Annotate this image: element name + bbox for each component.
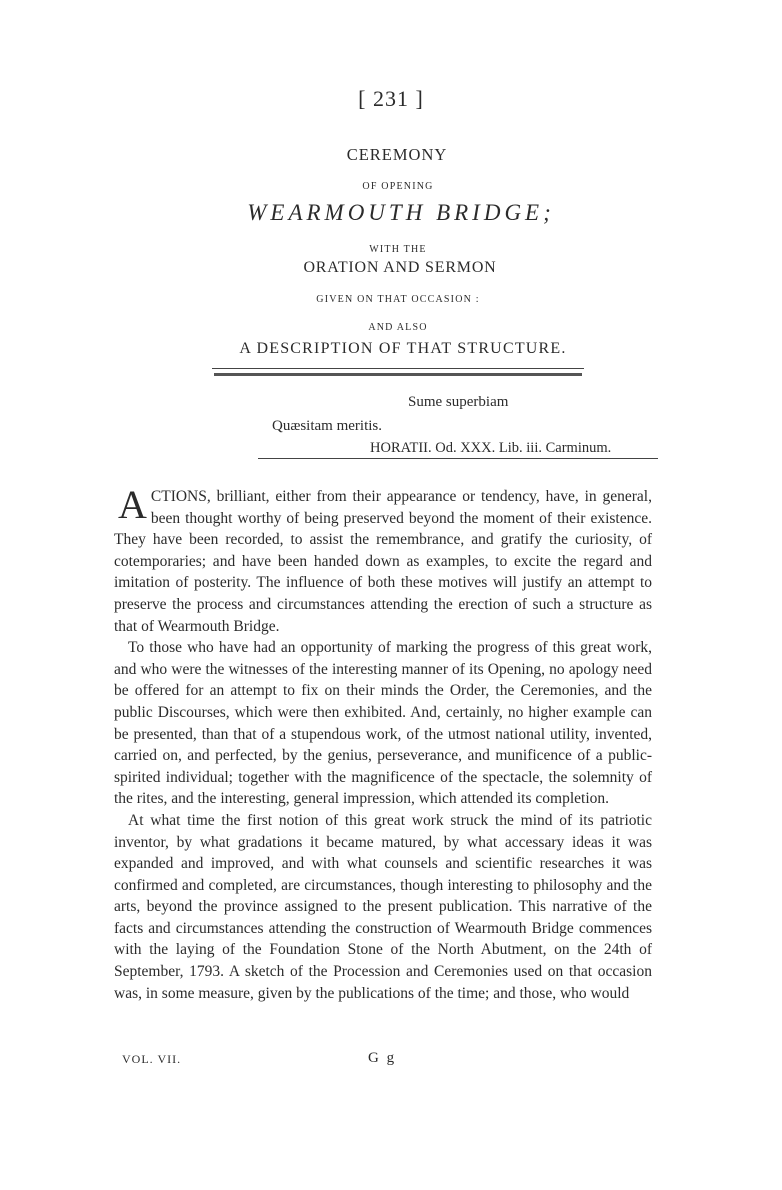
signature-mark: G g [368,1050,397,1066]
page-number: [ 231 ] [358,86,424,111]
paragraph-1-text: CTIONS, brilliant, either from their appearance or tendency, have, in general, been thought worthy of being preserved beyond the moment of their existence. They have been recorded, to assist the remembrance, and gratify the curiosity, of cotemporaries; and have been handed down as examples, to excite the regard and imitation of posterity. The influence of both these motives will justify an attempt to preserve the process and circumstances attending the erection of such a structure as that of Wearmouth Bridge. [114,488,652,635]
heading-bridge-title: WEARMOUTH BRIDGE; [247,200,555,225]
heading-of-opening: OF OPENING [362,181,434,192]
body-text [114,482,652,1004]
epigraph-line-1: Sume superbiam [408,394,509,410]
heading-with-the: WITH THE [369,244,427,255]
epigraph-citation: HORATII. Od. XXX. Lib. iii. Carminum. [370,440,612,456]
heading-description: A DESCRIPTION OF THAT STRUCTURE. [239,340,567,357]
drop-cap: A [118,482,147,527]
title-rule-thin [212,368,584,369]
volume-mark: VOL. VII. [122,1052,182,1066]
paragraph-1 [114,482,652,637]
heading-ceremony: CEREMONY [346,145,448,164]
title-rule-thick [214,373,582,376]
epigraph-line-2: Quæsitam meritis. [272,418,382,434]
paragraph-3: At what time the first notion of this great work struck the mind of its patriotic inventor, by what gradations it became matured, by what accessary ideas it was expanded and improved, and with what counsels and scientific researches it was confirmed and completed, are circumstances, though interesting to philosophy and the arts, beyond the province assigned to the present publication. This narrative of the facts and circumstances attending the construction of Wearmouth Bridge commences with the laying of the Foundation Stone of the North Abutment, on the 24th of September, 1793. A sketch of the Procession and Ceremonies used on that occasion was, in some measure, given by the publications of the time; and those, who would [114,811,652,1002]
paragraph-2: To those who have had an opportunity of marking the progress of this great work, and who were the witnesses of the interesting manner of its Opening, no apology need be offered for an attempt to fix on their minds the Order, the Ceremonies, and the public Discourses, which were then exhibited. And, certainly, no higher example can be presented, than that of a stupendous work, of the utmost national utility, invented, carried on, and perfected, by the genius, perseverance, and munificence of a public-spirited individual; together with the magnificence of the spectacle, the solemnity of the rites, and the interesting, general impression, which attended its completion. [114,639,652,808]
heading-oration: ORATION AND SERMON [303,259,497,276]
heading-and-also: AND ALSO [368,322,428,333]
heading-given: GIVEN ON THAT OCCASION : [316,294,480,305]
epigraph-rule [258,458,658,459]
